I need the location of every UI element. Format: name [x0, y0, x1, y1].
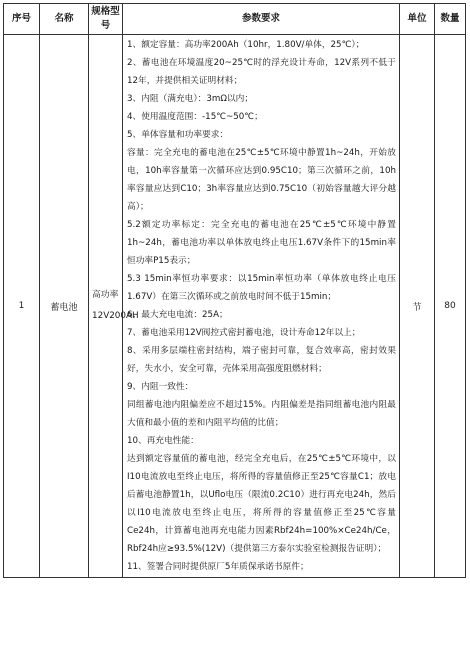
- header-name: 名称: [40, 4, 89, 35]
- param-5-3: 5.3 15min率恒功率要求：以15min率恒功率（单体放电终止电压1.67V）在第三次循环或之前放电时间不低于15min；: [127, 274, 396, 302]
- param-6: 6、最大充电电流：25A；: [127, 310, 228, 320]
- cell-unit: 节: [400, 35, 435, 578]
- spec-table: [3, 3, 466, 578]
- param-5-capacity: 容量：完全充电的蓄电池在25℃±5℃环境中静置1h~24h，开始放电，10h率容量第一次循环应达到0.95C10；第三次循环之前，10h率容量应达到C10；3h率容量应达到0.75C10（初始容量越大评分越高）；: [127, 148, 396, 212]
- param-2: 2、蓄电池在环境温度20~25℃时的浮充设计寿命，12V系列不低于12年，并提供相关证明材料；: [127, 58, 396, 86]
- table-row: [4, 35, 466, 578]
- header-no: 序号: [4, 4, 40, 35]
- param-4: 4、使用温度范围：-15℃~50℃；: [127, 112, 263, 122]
- header-qty: 数量: [435, 4, 466, 35]
- param-10: 10、再充电性能：: [127, 436, 199, 446]
- param-11: 11、签署合同时提供原厂5年质保承诺书原件；: [127, 562, 309, 572]
- param-7: 7、蓄电池采用12V阀控式密封蓄电池，设计寿命12年以上；: [127, 328, 361, 338]
- param-5: 5、单体容量和功率要求：: [127, 130, 229, 140]
- cell-params: [123, 35, 400, 578]
- param-5-2: 5.2额定功率标定：完全充电的蓄电池在25℃±5℃环境中静置1h~24h，蓄电池功率以单体放电终止电压1.67V条件下的15min率恒功率P15表示；: [127, 220, 396, 266]
- param-9: 9、内阻一致性：: [127, 382, 194, 392]
- param-9-detail: 同组蓄电池内阻偏差应不超过15%。内阻偏差是指同组蓄电池内阻最大值和最小值的差和内阻平均值的比值；: [127, 400, 396, 428]
- header-params: 参数要求: [123, 4, 400, 35]
- header-row: [4, 4, 466, 35]
- cell-model: 高功率12V200AH: [89, 35, 123, 578]
- header-model: 规格型号: [89, 4, 123, 35]
- param-1: 1、额定容量：高功率200Ah（10hr，1.80V/单体，25℃）；: [127, 40, 365, 50]
- cell-no: 1: [4, 35, 40, 578]
- cell-qty: 80: [435, 35, 466, 578]
- param-8: 8、采用多层端柱密封结构，端子密封可靠，复合效率高，密封效果好，失水小，安全可靠，壳体采用高强度阻燃材料；: [127, 346, 396, 374]
- param-3: 3、内阻（满充电）：3mΩ以内；: [127, 94, 254, 104]
- param-10-detail: 达到额定容量值的蓄电池，经完全充电后，在25℃±5℃环境中，以I10电流放电至终止电压，将所得的容量值修正至25℃容量C1；放电后蓄电池静置1h，以Uflo电压（限流0.2C10）进行再充电24h，然后以I10电流放电至终止电压，将所得的容量值修正至25℃容量Ce24h，计算蓄电池再充电能力因素Rbf24h=100%×Ce24h/Ce，Rbf24h应≥93.5%(12V)（提供第三方泰尔实验室检测报告证明）；: [127, 454, 396, 554]
- header-unit: 单位: [400, 4, 435, 35]
- cell-name: 蓄电池: [40, 35, 89, 578]
